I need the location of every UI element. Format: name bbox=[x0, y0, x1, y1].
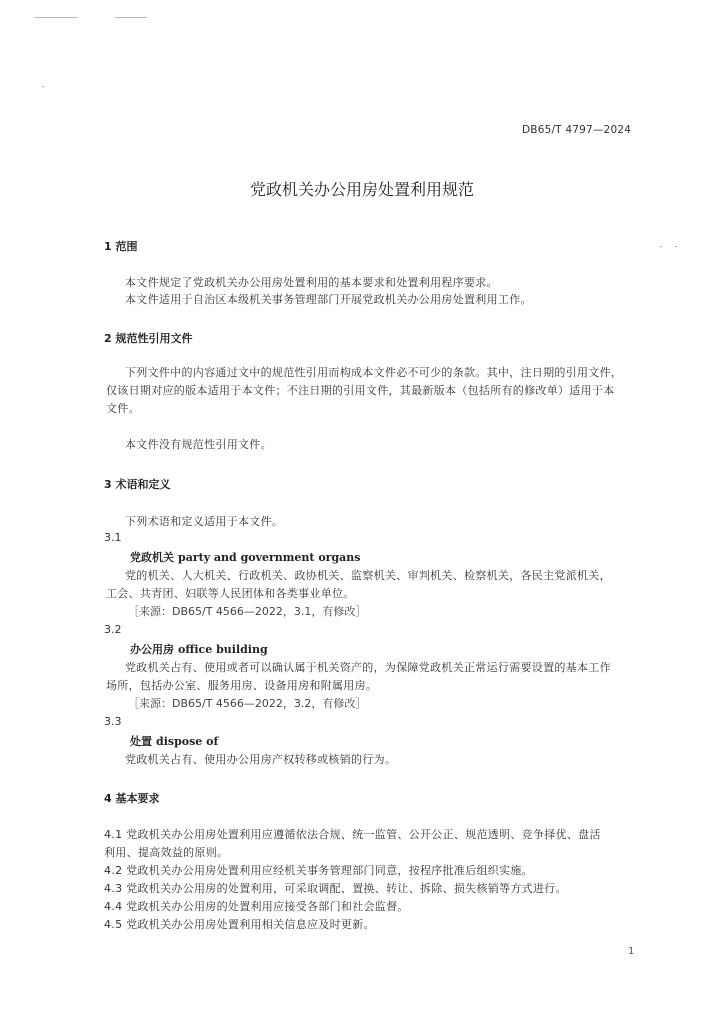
term-source: ［来源：DB65/T 4566—2022，3.2，有修改］ bbox=[128, 697, 367, 710]
section-3-intro: 下列术语和定义适用于本文件。 bbox=[125, 515, 284, 528]
scan-artifact bbox=[34, 17, 78, 18]
term-definition-line: 党政机关占有、使用或者可以确认属于机关资产的，为保障党政机关正常运行需要设置的基本工作 bbox=[125, 661, 611, 674]
section-2-heading: 2 规范性引用文件 bbox=[104, 332, 193, 345]
section-3-heading: 3 术语和定义 bbox=[104, 478, 171, 491]
term-number: 3.1 bbox=[104, 531, 122, 544]
scan-artifact bbox=[660, 246, 662, 247]
term-title bbox=[130, 549, 360, 565]
requirement-line: 利用、提高效益的原则。 bbox=[104, 846, 229, 859]
term-en: party and government organs bbox=[178, 551, 361, 564]
term-zh: 处置 bbox=[130, 735, 152, 748]
section-2-paragraph-line: 文件。 bbox=[106, 402, 140, 415]
term-definition-line: 党的机关、人大机关、行政机关、政协机关、监察机关、审判机关、检察机关，各民主党派机关， bbox=[125, 569, 611, 582]
page-number: 1 bbox=[628, 946, 635, 957]
term-definition-line: 工会、共青团、妇联等人民团体和各类事业单位。 bbox=[106, 587, 355, 600]
section-1-heading: 1 范围 bbox=[104, 240, 138, 253]
requirement-line: 4.3 党政机关办公用房的处置利用，可采取调配、置换、转让、拆除、损失核销等方式进行。 bbox=[104, 882, 567, 895]
scan-artifact bbox=[115, 17, 147, 18]
term-zh: 办公用房 bbox=[130, 643, 174, 656]
requirement-line: 4.2 党政机关办公用房处置利用应经机关事务管理部门同意，按程序批准后组织实施。 bbox=[104, 864, 533, 877]
term-title bbox=[130, 733, 218, 749]
term-definition-line: 党政机关占有、使用办公用房产权转移或核销的行为。 bbox=[125, 753, 397, 766]
requirement-line: 4.4 党政机关办公用房的处置利用应接受各部门和社会监督。 bbox=[104, 900, 409, 913]
scan-artifact bbox=[675, 246, 677, 247]
section-2-paragraph-line: 仅该日期对应的版本适用于本文件；不注日期的引用文件，其最新版本（包括所有的修改单）适用于本 bbox=[106, 384, 615, 397]
document-code: DB65/T 4797—2024 bbox=[522, 124, 632, 136]
term-en: dispose of bbox=[156, 735, 219, 748]
page-title: 党政机关办公用房处置利用规范 bbox=[249, 180, 474, 199]
term-number: 3.3 bbox=[104, 715, 122, 728]
section-2-paragraph: 本文件没有规范性引用文件。 bbox=[125, 438, 272, 451]
term-title bbox=[130, 641, 268, 657]
section-1-paragraph: 本文件适用于自治区本级机关事务管理部门开展党政机关办公用房处置利用工作。 bbox=[125, 293, 532, 306]
requirement-line: 4.5 党政机关办公用房处置利用相关信息应及时更新。 bbox=[104, 918, 375, 931]
requirement-line: 4.1 党政机关办公用房处置利用应遵循依法合规、统一监管、公开公正、规范透明、竞争择优、盘活 bbox=[104, 828, 601, 841]
term-number: 3.2 bbox=[104, 623, 122, 636]
scan-artifact bbox=[42, 86, 44, 87]
section-4-heading: 4 基本要求 bbox=[104, 792, 160, 805]
term-en: office building bbox=[178, 643, 268, 656]
term-source: ［来源：DB65/T 4566—2022，3.1，有修改］ bbox=[128, 605, 367, 618]
section-1-paragraph: 本文件规定了党政机关办公用房处置利用的基本要求和处置利用程序要求。 bbox=[125, 276, 498, 289]
term-definition-line: 场所，包括办公室、服务用房、设备用房和附属用房。 bbox=[106, 679, 378, 692]
section-2-paragraph-line: 下列文件中的内容通过文中的规范性引用而构成本文件必不可少的条款。其中，注日期的引用文件， bbox=[125, 366, 623, 379]
term-zh: 党政机关 bbox=[130, 551, 174, 564]
